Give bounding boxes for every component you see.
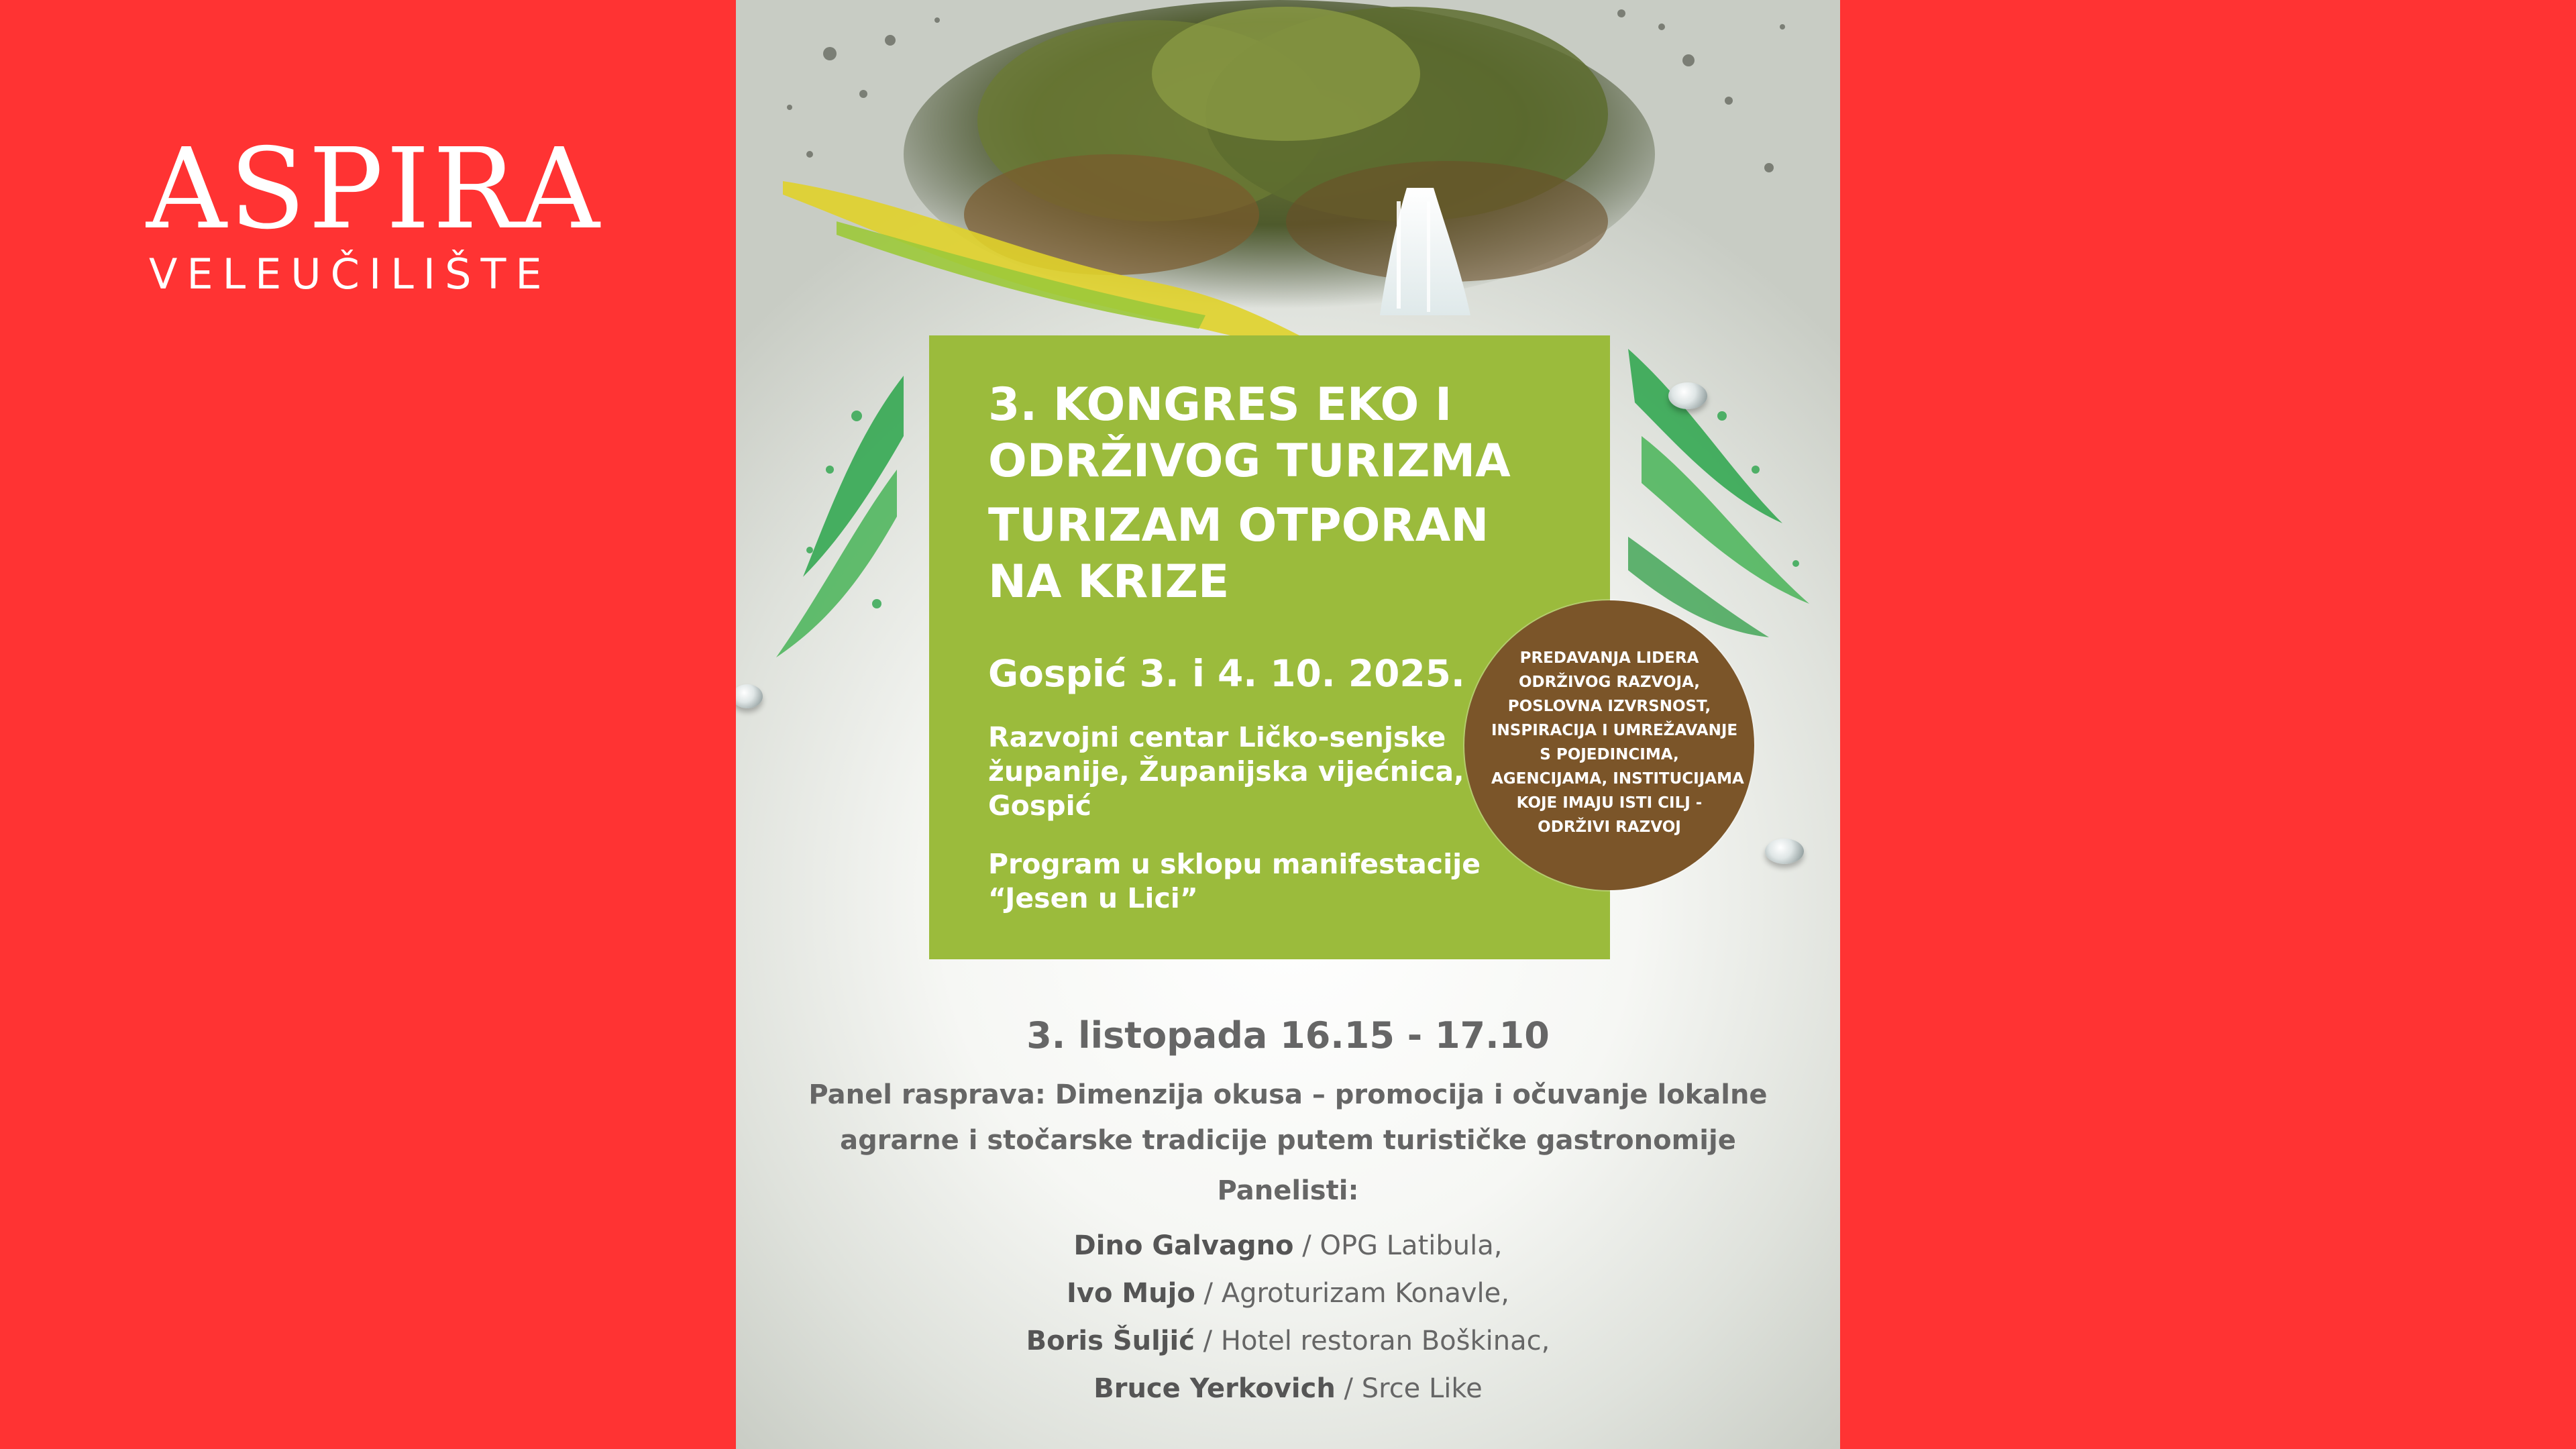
panelist-org: / Agroturizam Konavle, <box>1195 1278 1509 1309</box>
venue-line: Gospić <box>988 790 1091 822</box>
panelist-item <box>736 1222 1840 1270</box>
badge-line: ODRŽIVOG RAZVOJA, <box>1518 674 1701 691</box>
badge-line: PREDAVANJA LIDERA <box>1519 649 1699 667</box>
congress-title <box>988 377 1563 490</box>
panelist-item <box>736 1318 1840 1365</box>
panelist-item <box>736 1365 1840 1413</box>
panelists-label: Panelisti: <box>1217 1175 1359 1206</box>
panelist-name: Ivo Mujo <box>1066 1278 1195 1309</box>
venue-line: županije, Županijska vijećnica, <box>988 755 1464 788</box>
title-line: 3. KONGRES EKO I <box>988 378 1452 431</box>
panelist-org: / Hotel restoran Boškinac, <box>1194 1326 1550 1356</box>
aspira-logo[interactable] <box>146 125 602 299</box>
panelists-list <box>736 1222 1840 1413</box>
badge-line: AGENCIJAMA, INSTITUCIJAMA <box>1491 770 1744 788</box>
badge-line: ODRŽIVI RAZVOJ <box>1538 818 1681 836</box>
venue-line: Razvojni centar Ličko-senjske <box>988 721 1446 753</box>
badge-line: KOJE IMAJU ISTI CILJ - <box>1516 794 1703 812</box>
schedule-time: 3. listopada 16.15 - 17.10 <box>1026 1014 1550 1057</box>
badge-line: INSPIRACIJA I UMREŽAVANJE <box>1491 722 1738 739</box>
description-line: Panel rasprava: Dimenzija okusa – promocija i očuvanje lokalne <box>808 1079 1768 1110</box>
description-line: agrarne i stočarske tradicije putem turističke gastronomije <box>840 1125 1736 1156</box>
water-drop <box>1668 382 1707 409</box>
panelist-name: Bruce Yerkovich <box>1093 1373 1336 1404</box>
program-line: “Jesen u Lici” <box>988 882 1198 914</box>
badge-line: S POJEDINCIMA, <box>1540 746 1679 763</box>
badge-line: POSLOVNA IZVRSNOST, <box>1507 698 1711 715</box>
program-line: Program u sklopu manifestacije <box>988 848 1481 880</box>
logo-subtitle: VELEUČILIŠTE <box>149 250 551 299</box>
congress-subtitle <box>988 498 1563 610</box>
highlights-badge <box>1464 600 1754 890</box>
title-line: ODRŽIVOG TURIZMA <box>988 435 1511 488</box>
event-poster <box>736 0 1840 1449</box>
subtitle-line: NA KRIZE <box>988 555 1230 608</box>
logo-name: ASPIRA <box>146 125 602 254</box>
panelist-name: Dino Galvagno <box>1073 1230 1294 1261</box>
panelist-name: Boris Šuljić <box>1026 1326 1195 1356</box>
panelist-item <box>736 1270 1840 1318</box>
water-drop <box>1765 839 1804 864</box>
event-date: Gospić 3. i 4. 10. 2025. <box>988 652 1465 695</box>
schedule-description <box>736 1072 1840 1163</box>
panelist-org: / OPG Latibula, <box>1293 1230 1503 1261</box>
panelist-org: / Srce Like <box>1335 1373 1483 1404</box>
event-program <box>988 847 1563 916</box>
subtitle-line: TURIZAM OTPORAN <box>988 499 1489 552</box>
